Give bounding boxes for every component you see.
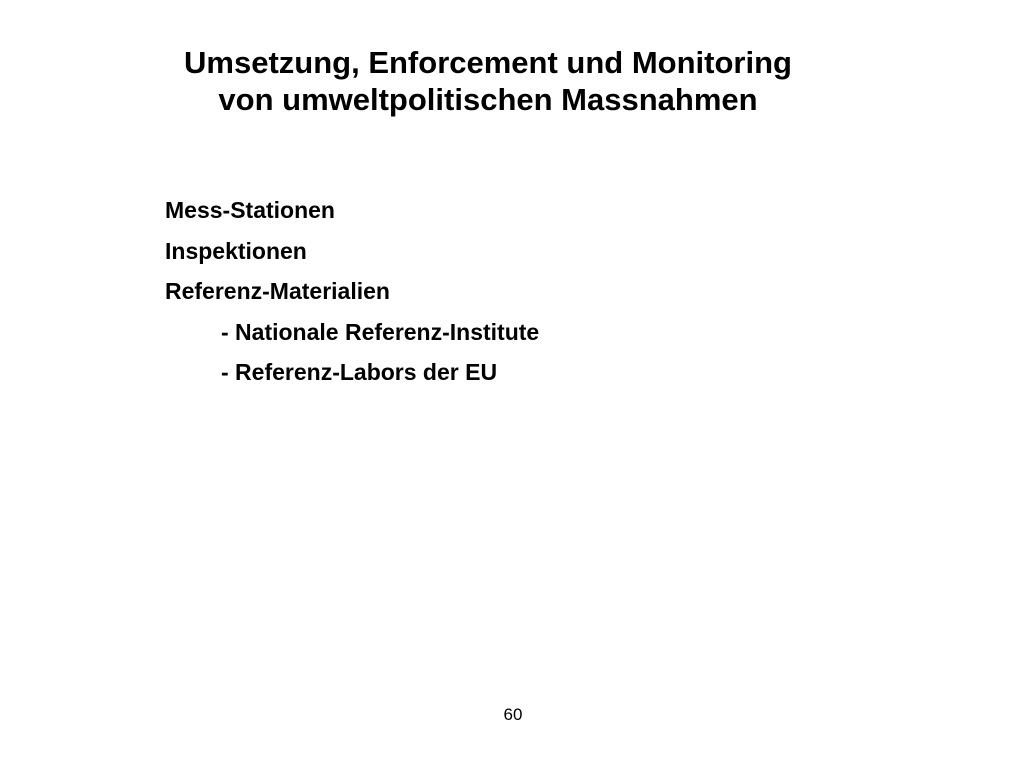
list-subitem-referenz-labors-eu: - Referenz-Labors der EU: [221, 359, 498, 385]
slide-title-line-2: von umweltpolitischen Massnahmen: [218, 82, 758, 117]
list-subitem-nationale-referenz-institute: - Nationale Referenz-Institute: [221, 318, 540, 345]
list-item-referenz-materialien: Referenz-Materialien: [165, 278, 390, 304]
slide-title: [0, 44, 976, 118]
slide-content-list: [165, 190, 865, 393]
list-item-inspektionen: Inspektionen: [165, 237, 307, 264]
list-item-mess-stationen: Mess-Stationen: [165, 197, 335, 223]
page-number: 60: [503, 705, 523, 724]
slide-title-line-1: Umsetzung, Enforcement und Monitoring: [184, 45, 792, 80]
